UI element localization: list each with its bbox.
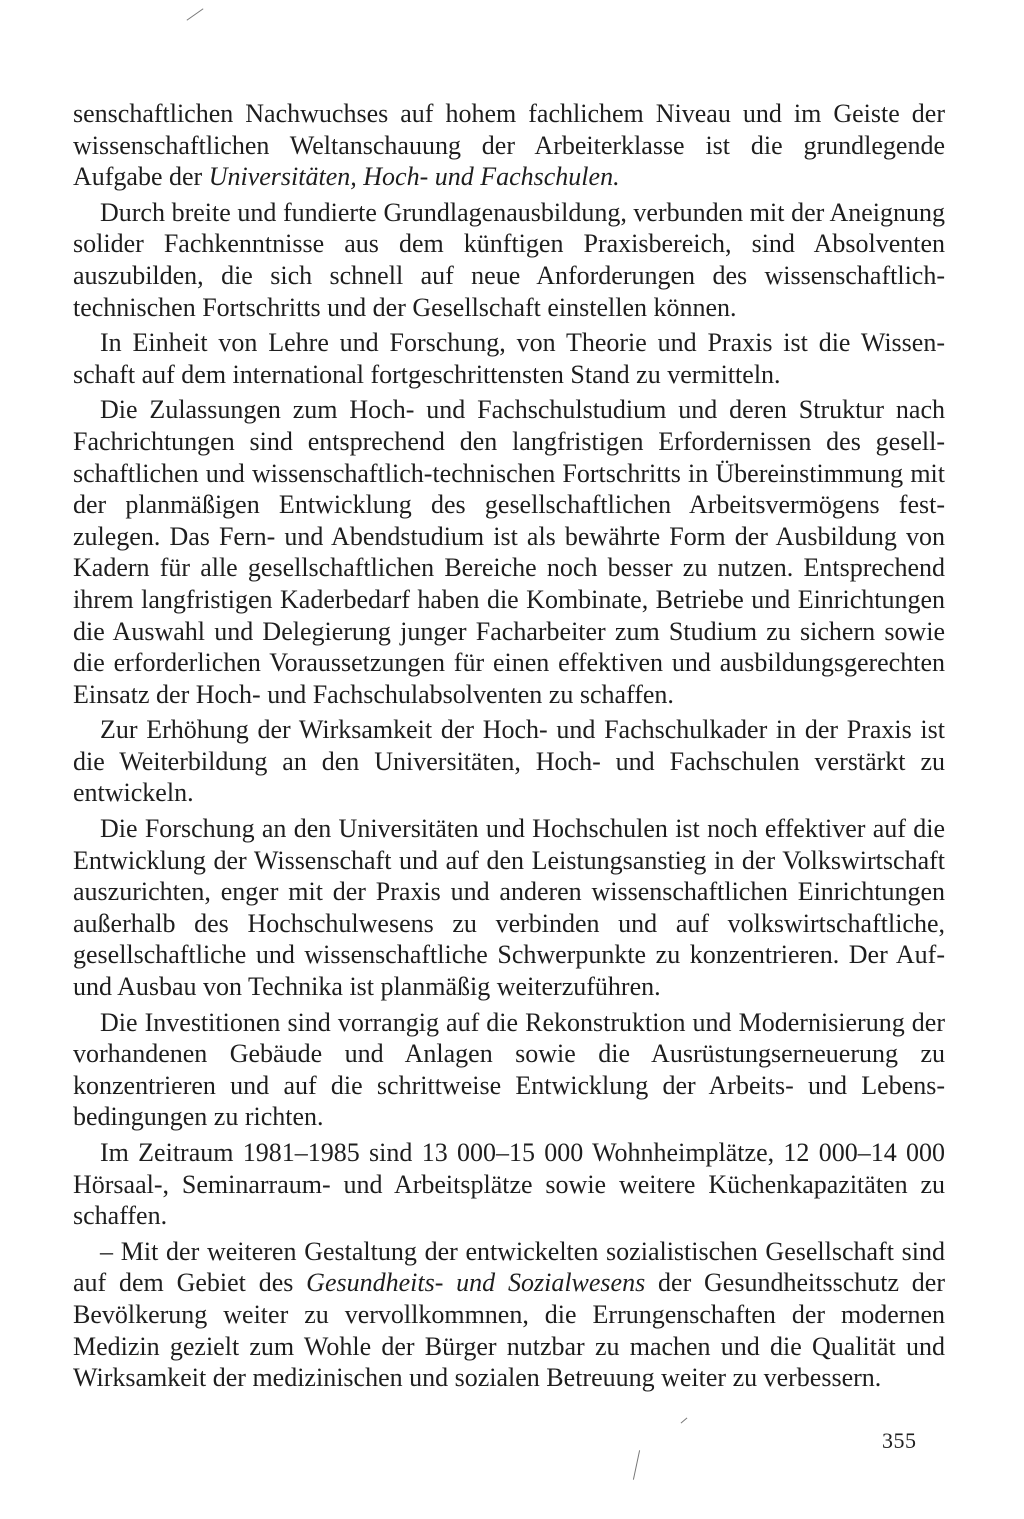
- paragraph-6: [73, 813, 945, 1003]
- paragraph-2: [73, 197, 945, 323]
- text-run: Die Investitionen sind vorrangig auf die Rekonstruktion und Modernisierung der vorhandenen Gebäude und Anlagen sowie die Ausrüstungserneuerung zu konzentrieren und auf die schrittweise Entwicklung der Arbeits- und Lebensbedingungen zu richten.: [73, 1007, 945, 1132]
- text-run: Zur Erhöhung der Wirksamkeit der Hoch- und Fachschulkader in der Praxis ist die Weiterbildung an den Universitäten, Hoch- und Fachschulen verstärkt zu entwickeln.: [73, 715, 945, 808]
- paragraph-7: [73, 1007, 945, 1133]
- text-run: Die Zulassungen zum Hoch- und Fachschulstudium und deren Struktur nach Fachrichtungen sind entsprechend den langfristigen Erfordernissen des gesellschaftlichen und wissenschaftlich-technischen Fortschritts in Übereinstimmung mit der planmäßigen Entwicklung des gesellschaftlichen Arbeitsvermögens festzulegen. Das Fern- und Abendstudium ist als bewährte Form der Ausbildung von Kadern für alle gesellschaftlichen Bereiche noch besser zu nutzen. Entsprechend ihrem langfristigen Kaderbedarf haben die Kombinate, Betriebe und Einrichtungen die Auswahl und Delegierung junger Facharbeiter zum Studium zu sichern sowie die erforderlichen Voraussetzungen für einen effektiven und ausbildungsgerechten Einsatz der Hoch- und Fachschulabsolventen zu schaffen.: [73, 395, 945, 709]
- text-run: In Einheit von Lehre und Forschung, von Theorie und Praxis ist die Wissenschaft auf dem international fortgeschrittensten Stand zu vermitteln.: [73, 328, 945, 389]
- paragraph-4: [73, 394, 945, 710]
- italic-text: Gesundheits- und Sozialwesens: [306, 1268, 646, 1298]
- paragraph-3: [73, 327, 945, 390]
- text-run: Durch breite und fundierte Grundlagenausbildung, verbunden mit der Aneignung solider Fachkenntnisse aus dem künftigen Praxisbereich, sind Absolventen auszubilden, die sich schnell auf neue Anforderungen des wissenschaftlich-technischen Fortschritts und der Gesellschaft einstellen können.: [73, 197, 945, 322]
- text-run: senschaftlichen Nachwuchses auf hohem fachlichem Niveau und im Geiste der wissenschaftlichen Weltanschauung der Arbeiterklasse ist die grundlegende Aufgabe der: [73, 99, 945, 192]
- scan-mark: [633, 1450, 640, 1480]
- text-run: der Gesundheitsschutz der Bevölkerung weiter zu vervollkommnen, die Errungenschaften der modernen Medizin gezielt zum Wohle der Bürger nutzbar zu machen und die Qualität und Wirksamkeit der medizinischen und sozialen Betreuung weiter zu verbessern.: [73, 1268, 946, 1393]
- page-body: [73, 98, 945, 1398]
- scan-mark: [187, 8, 204, 20]
- paragraph-1: [73, 98, 945, 193]
- text-run: Im Zeitraum 1981–1985 sind 13 000–15 000 Wohnheimplätze, 12 000–14 000 Hörsaal-, Seminarraum- und Arbeitsplätze sowie weitere Küchenkapazitäten zu schaffen.: [73, 1138, 945, 1231]
- paragraph-9: [73, 1236, 945, 1394]
- italic-text: Universitäten, Hoch- und Fachschulen.: [208, 162, 620, 192]
- text-run: – Mit der weiteren Gestaltung der entwickelten sozialistischen Gesellschaft sind auf dem Gebiet des: [73, 1236, 945, 1298]
- paragraph-5: [73, 714, 945, 809]
- page-number: 355: [882, 1428, 917, 1453]
- scan-mark: [681, 1418, 688, 1424]
- text-run: Die Forschung an den Universitäten und Hochschulen ist noch effektiver auf die Entwicklung der Wissenschaft und auf den Leistungsanstieg in der Volkswirtschaft auszurichten, enger mit der Praxis und anderen wissenschaftlichen Einrichtungen außerhalb des Hochschulwesens zu verbinden und auf volkswirtschaftliche, gesellschaftliche und wissenschaftliche Schwerpunkte zu konzentrieren. Der Auf- und Ausbau von Technika ist planmäßig weiterzuführen.: [73, 814, 945, 1002]
- paragraph-8: [73, 1137, 945, 1232]
